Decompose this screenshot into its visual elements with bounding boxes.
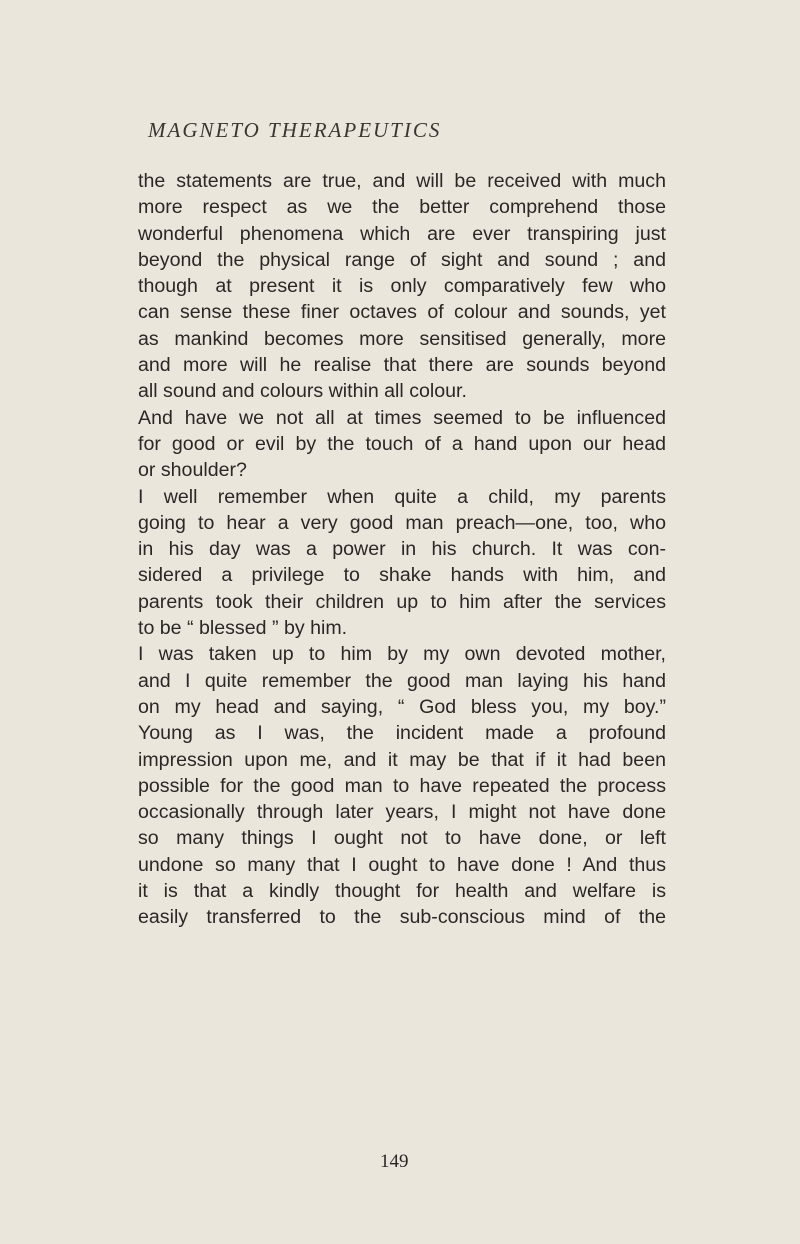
text-line: possible for the good man to have repeated the process [138, 774, 666, 797]
text-line: so many things I ought not to have done, or left [138, 827, 666, 850]
text-line: as mankind becomes more sensitised generally, more [138, 327, 666, 350]
text-line: sidered a privilege to shake hands with him, and [138, 564, 666, 587]
text-line: all sound and colours within all colour. [138, 380, 467, 403]
text-line: the statements are true, and will be received with much [138, 170, 666, 192]
text-line: it is that a kindly thought for health and welfare is [138, 880, 666, 903]
text-line: parents took their children up to him after the services [138, 590, 666, 613]
text-line: to be “ blessed ” by him. [138, 617, 348, 640]
text-line: and more will he realise that there are sounds beyond [138, 354, 666, 377]
text-line: I well remember when quite a child, my parents [138, 485, 666, 508]
text-line: in his day was a power in his church. It was con- [138, 538, 666, 561]
text-line: beyond the physical range of sight and sound ; and [138, 248, 666, 271]
text-line: occasionally through later years, I might not have done [138, 801, 666, 824]
text-line: undone so many that I ought to have done ! And thus [138, 853, 666, 876]
text-line: impression upon me, and it may be that if it had been [138, 748, 666, 771]
text-line: wonderful phenomena which are ever transpiring just [138, 222, 666, 245]
text-line: going to hear a very good man preach—one, too, who [138, 511, 666, 534]
text-line: and I quite remember the good man laying his hand [138, 669, 666, 692]
text-line: or shoulder? [138, 459, 247, 482]
text-line: Young as I was, the incident made a profound [138, 722, 666, 745]
page-number: 149 [380, 1151, 409, 1172]
text-line: easily transferred to the sub-conscious mind of the [138, 906, 666, 929]
running-head: MAGNETO THERAPEUTICS [148, 118, 442, 142]
text-line: I was taken up to him by my own devoted mother, [138, 643, 666, 666]
text-line: for good or evil by the touch of a hand upon our head [138, 432, 666, 455]
body-text [138, 168, 666, 931]
text-line: on my head and saying, “ God bless you, my boy.” [138, 695, 666, 718]
text-line: And have we not all at times seemed to be influenced [138, 406, 666, 429]
text-line: though at present it is only comparatively few who [138, 275, 666, 298]
text-line: more respect as we the better comprehend those [138, 196, 666, 219]
text-line: can sense these finer octaves of colour and sounds, yet [138, 301, 666, 324]
